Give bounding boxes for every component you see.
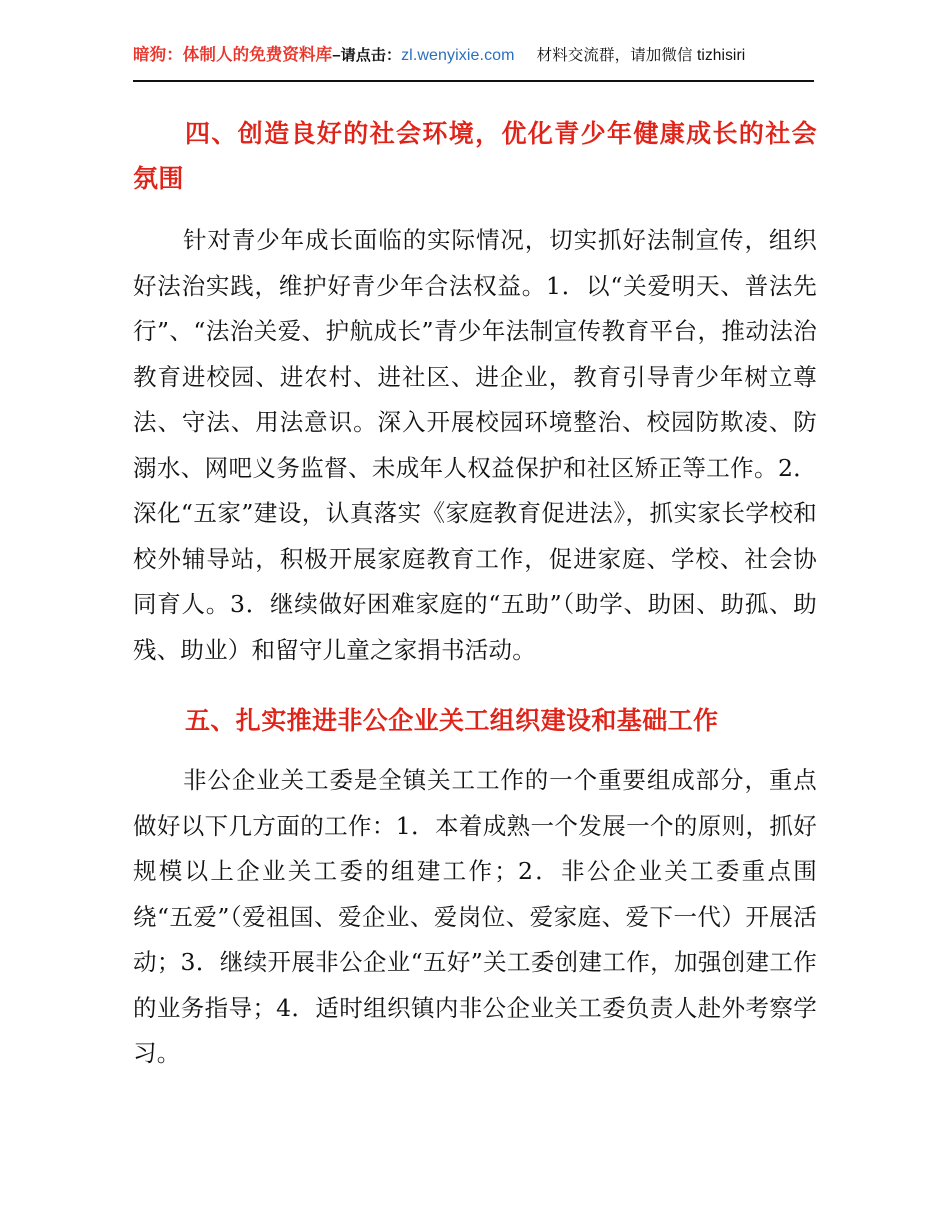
header-dash: – — [332, 47, 341, 64]
header-group-note: 材料交流群，请加微信 tizhisiri — [536, 47, 746, 64]
header-divider-rule — [133, 80, 814, 82]
header-text-line — [133, 44, 813, 67]
header-brand-text: 暗狗：体制人的免费资料库 — [133, 46, 333, 64]
page-header-watermark — [133, 44, 813, 67]
spacer-after-heading-five — [133, 744, 817, 758]
header-website-link[interactable]: zl.wenyixie.com — [401, 47, 515, 64]
section-paragraph-four: 针对青少年成长面临的实际情况，切实抓好法制宣传，组织好法治实践，维护好青少年合法权益。1．以“关爱明天、普法先行”、“法治关爱、护航成长”青少年法制宣传教育平台，推动法治教育进校园、进农村、进社区、进企业，教育引导青少年树立尊法、守法、用法意识。深入开展校园环境整治、校园防欺凌、防溺水、网吧义务监督、未成年人权益保护和社区矫正等工作。2．深化“五家”建设，认真落实《家庭教育促进法》，抓实家长学校和校外辅导站，积极开展家庭教育工作，促进家庭、学校、社会协同育人。3．继续做好困难家庭的“五助”（助学、助困、助孤、助残、助业）和留守儿童之家捐书活动。 — [133, 226, 817, 664]
document-content — [133, 112, 817, 1077]
section-heading-four: 四、创造良好的社会环境，优化青少年健康成长的社会氛围 — [133, 120, 817, 193]
section-heading-five: 五、扎实推进非公企业关工组织建设和基础工作 — [185, 707, 719, 735]
section-paragraph-five: 非公企业关工委是全镇关工工作的一个重要组成部分，重点做好以下几方面的工作：1．本着成熟一个发展一个的原则，抓好规模以上企业关工委的组建工作；2．非公企业关工委重点围绕“五爱”（爱祖国、爱企业、爱岗位、爱家庭、爱下一代）开展活动；3．继续开展非公企业“五好”关工委创建工作，加强创建工作的业务指导；4．适时组织镇内非公企业关工委负责人赴外考察学习。 — [133, 766, 817, 1067]
spacer-before-heading-five — [133, 673, 817, 699]
spacer-after-heading-four — [133, 202, 817, 218]
header-click-label: 请点击： — [340, 47, 402, 64]
